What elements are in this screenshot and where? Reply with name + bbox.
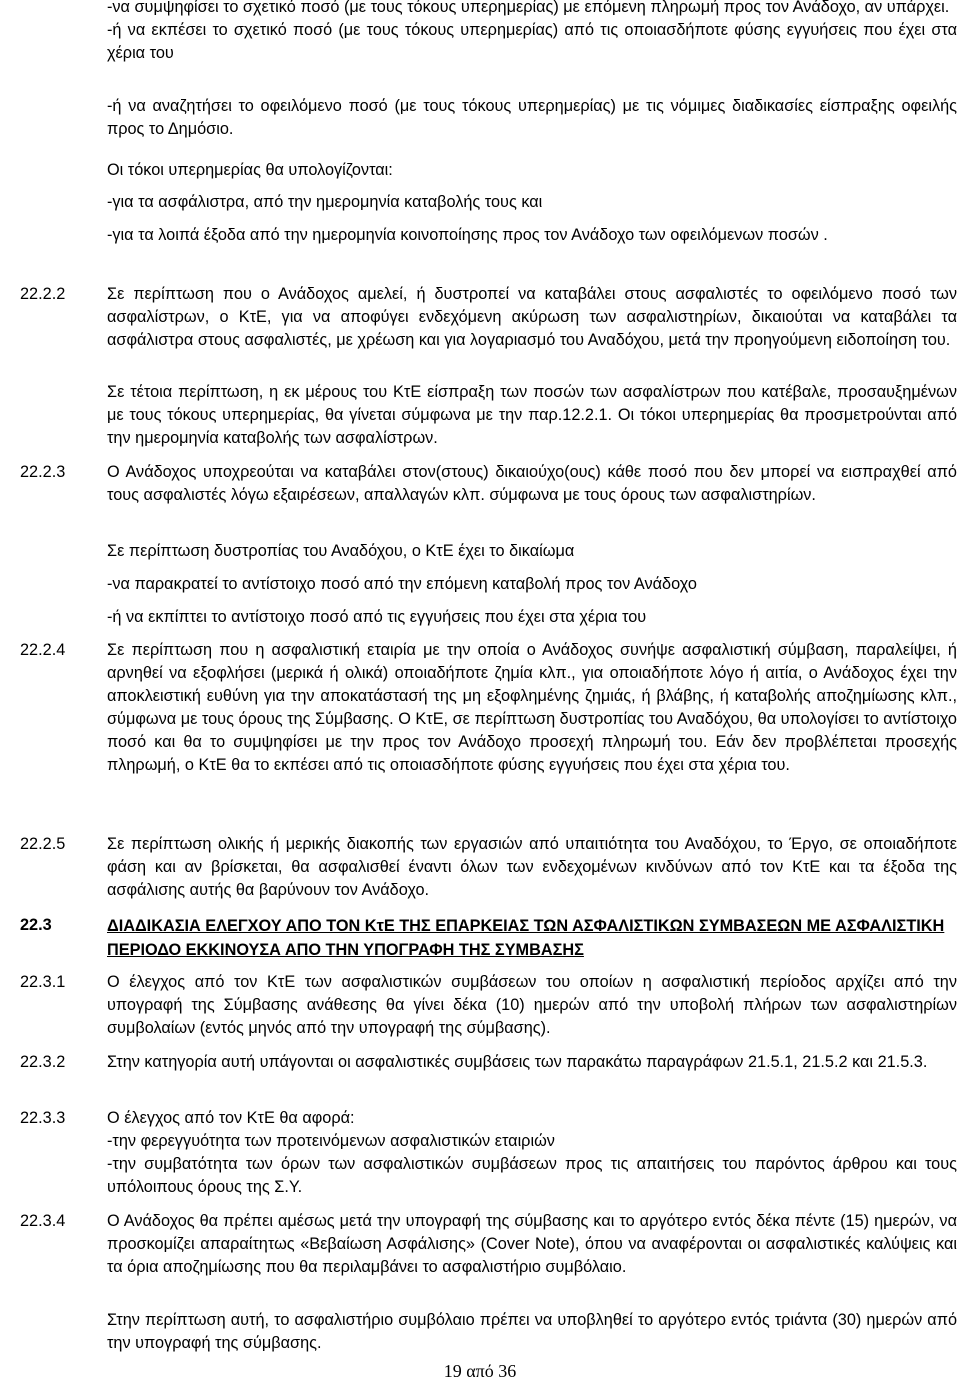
- paragraph: [107, 224, 957, 247]
- section-number: 22.3.3: [20, 1109, 66, 1127]
- section-text: [107, 1051, 957, 1074]
- section-number: 22.3: [20, 916, 52, 934]
- paragraph: Ο Ανάδοχος υποχρεούται να καταβάλει στον(στους) δικαιούχο(ους) κάθε ποσό που δεν μπορεί να εισπραχθεί από τους ασφαλιστές λόγω εξαιρέσεων, απαλλαγών κλπ. σύμφωνα με τους όρους των ασφαλιστηρίων.: [107, 463, 957, 504]
- section-number: 22.3.1: [20, 973, 66, 991]
- text-line: -ή να εκπίπτει το αντίστοιχο ποσό από τις εγγυήσεις που έχει στα χέρια του: [107, 608, 647, 626]
- paragraph: -την συμβατότητα των όρων των ασφαλιστικών συμβάσεων προς τις απαιτήσεις του παρόντος άρθρου και τους υπόλοιπους όρους της Σ.Υ.: [107, 1155, 957, 1196]
- text-line: -να συμψηφίσει το σχετικό ποσό (με τους τόκους υπερημερίας) με επόμενη πληρωμή προς τον Ανάδοχο, αν υπάρχει.: [107, 0, 950, 16]
- section-number: 22.2.5: [20, 835, 66, 853]
- section-text: [107, 461, 957, 507]
- paragraph: [107, 573, 957, 596]
- paragraph: Σε περίπτωση που ο Ανάδοχος αμελεί, ή δυστροπεί να καταβάλει στους ασφαλιστές το οφειλόμενο ποσό των ασφαλίστρων, ο ΚτΕ, για να αποφύγει ενδεχόμενη ακύρωση των ασφαλιστηρίων, δικαιούται να καταβάλει τα ασφάλιστρα στους ασφαλιστές, με χρέωση και για λογαριασμό του Αναδόχου, μετά την προηγούμενη ειδοποίηση του.: [107, 285, 957, 349]
- section-text: [107, 971, 957, 1040]
- text-line: -να παρακρατεί το αντίστοιχο ποσό από την επόμενη καταβολή προς τον Ανάδοχο: [107, 575, 697, 593]
- text-line: -για τα λοιπά έξοδα από την ημερομηνία κοινοποίησης προς τον Ανάδοχο των οφειλόμενων ποσών .: [107, 226, 828, 244]
- paragraph: [107, 540, 957, 563]
- paragraph: Στην κατηγορία αυτή υπάγονται οι ασφαλιστικές συμβάσεις των παρακάτω παραγράφων 21.5.1, 21.5.2 και 21.5.3.: [107, 1053, 928, 1071]
- section-number: 22.2.3: [20, 463, 66, 481]
- paragraph: [107, 95, 957, 141]
- text-line: -ή να αναζητήσει το οφειλόμενο ποσό (με τους τόκους υπερημερίας) με τις νόμιμες διαδικασίες είσπραξης οφειλής προς το Δημόσιο.: [107, 97, 957, 138]
- text-line: Σε περίπτωση δυστροπίας του Αναδόχου, ο ΚτΕ έχει το δικαίωμα: [107, 542, 575, 560]
- section-number: 22.3.2: [20, 1053, 66, 1071]
- paragraph: Ο έλεγχος από τον ΚτΕ των ασφαλιστικών συμβάσεων του οποίων η ασφαλιστική περίοδος αρχίζει από την υπογραφή της Σύμβασης ανάθεσης θα γίνει δέκα (10) ημερών από την υποβολή πλήρων των ασφαλιστηρίων συμβολαίων (εντός μηνός από την υπογραφή της σύμβασης).: [107, 973, 957, 1037]
- paragraph: [107, 381, 957, 450]
- section-text: [107, 639, 957, 777]
- section-text: [107, 283, 957, 352]
- text-line: Στην περίπτωση αυτή, το ασφαλιστήριο συμβόλαιο πρέπει να υποβληθεί το αργότερο εντός τριάντα (30) ημερών από την υπογραφή της σύμβασης.: [107, 1311, 957, 1352]
- paragraph: Σε περίπτωση που η ασφαλιστική εταιρία με την οποία ο Ανάδοχος συνήψε ασφαλιστική σύμβαση, παραλείψει, ή αρνηθεί να εξοφλήσει (μερικά ή ολικά) οποιαδήποτε ζημία κλπ., για οποιαδήποτε λόγο ή αιτία, ο Ανάδοχος έχει την αποκλειστική ευθύνη για την αποκατάστασή της μη εξοφλημένης ζημιάς, ή βλάβης, ή καταβολής αποζημίωσης κλπ., σύμφωνα με τους όρους της Σύμβασης. Ο ΚτΕ, σε περίπτωση δυστροπίας του Αναδόχου, θα υπολογίσει το αντίστοιχο ποσό και θα το συμψηφίσει με την προς τον Ανάδοχο προσεχή πληρωμή του. Εάν δεν προβλέπεται προσεχής πληρωμή, ο ΚτΕ θα το εκπέσει από τις οποιασδήποτε φύσης εγγυήσεις που έχει στα χέρια του.: [107, 641, 957, 774]
- page-number: 19 από 36: [443, 1361, 517, 1381]
- section-number: 22.3.4: [20, 1212, 66, 1230]
- section-title: ΔΙΑΔΙΚΑΣΙΑ ΕΛΕΓΧΟΥ ΑΠΟ ΤΟΝ ΚτΕ ΤΗΣ ΕΠΑΡΚΕΙΑΣ ΤΩΝ ΑΣΦΑΛΙΣΤΙΚΩΝ ΣΥΜΒΑΣΕΩΝ ΜΕ ΑΣΦΑΛΙΣΤΙΚΗ ΠΕΡΙΟΔΟ ΕΚΚΙΝΟΥΣΑ ΑΠΟ ΤΗΝ ΥΠΟΓΡΑΦΗ ΤΗΣ ΣΥΜΒΑΣΗΣ: [107, 917, 945, 959]
- paragraph: [107, 191, 957, 214]
- paragraph: [107, 159, 957, 182]
- paragraph: Ο έλεγχος από τον ΚτΕ θα αφορά:: [107, 1109, 355, 1127]
- text-line: Οι τόκοι υπερημερίας θα υπολογίζονται:: [107, 161, 393, 179]
- section-number: 22.2.2: [20, 285, 66, 303]
- section-text: [107, 1107, 957, 1199]
- paragraph: Ο Ανάδοχος θα πρέπει αμέσως μετά την υπογραφή της σύμβασης και το αργότερο εντός δέκα πέντε (15) ημερών, να προσκομίζει απαραίτητως «Βεβαίωση Ασφάλισης» (Cover Note), όπου να αναφέρονται οι ασφαλιστικές καλύψεις και τα όρια αποζημίωσης που θα περιλαμβάνει το ασφαλιστήριο συμβόλαιο.: [107, 1212, 957, 1276]
- section-number: 22.2.4: [20, 641, 66, 659]
- continuation-paragraph: [107, 0, 957, 65]
- section-text: [107, 833, 957, 902]
- paragraph: Σε περίπτωση ολικής ή μερικής διακοπής των εργασιών από υπαιτιότητα του Αναδόχου, το Έργο, σε οποιαδήποτε φάση και αν βρίσκεται, θα ασφαλισθεί έναντι όλων των ενδεχομένων κινδύνων από τον ΚτΕ και τα έξοδα της ασφάλισης αυτής θα βαρύνουν τον Ανάδοχο.: [107, 835, 957, 899]
- paragraph: [107, 606, 957, 629]
- text-line: -για τα ασφάλιστρα, από την ημερομηνία καταβολής τους και: [107, 193, 543, 211]
- paragraph: -την φερεγγυότητα των προτεινόμενων ασφαλιστικών εταιριών: [107, 1132, 555, 1150]
- text-line: Σε τέτοια περίπτωση, η εκ μέρους του ΚτΕ είσπραξη των ποσών των ασφαλίστρων που κατέβαλε, προσαυξημένων με τους τόκους υπερημερίας, θα γίνεται σύμφωνα με την παρ.12.2.1. Οι τόκοι υπερημερίας θα προσμετρούνται από την ημερομηνία καταβολής των ασφαλίστρων.: [107, 383, 957, 447]
- text-line: -ή να εκπέσει το σχετικό ποσό (με τους τόκους υπερημερίας) από τις οποιασδήποτε φύσης εγγυήσεις που έχει στα χέρια του: [107, 21, 957, 62]
- paragraph: [107, 1309, 957, 1355]
- section-text: [107, 1210, 957, 1279]
